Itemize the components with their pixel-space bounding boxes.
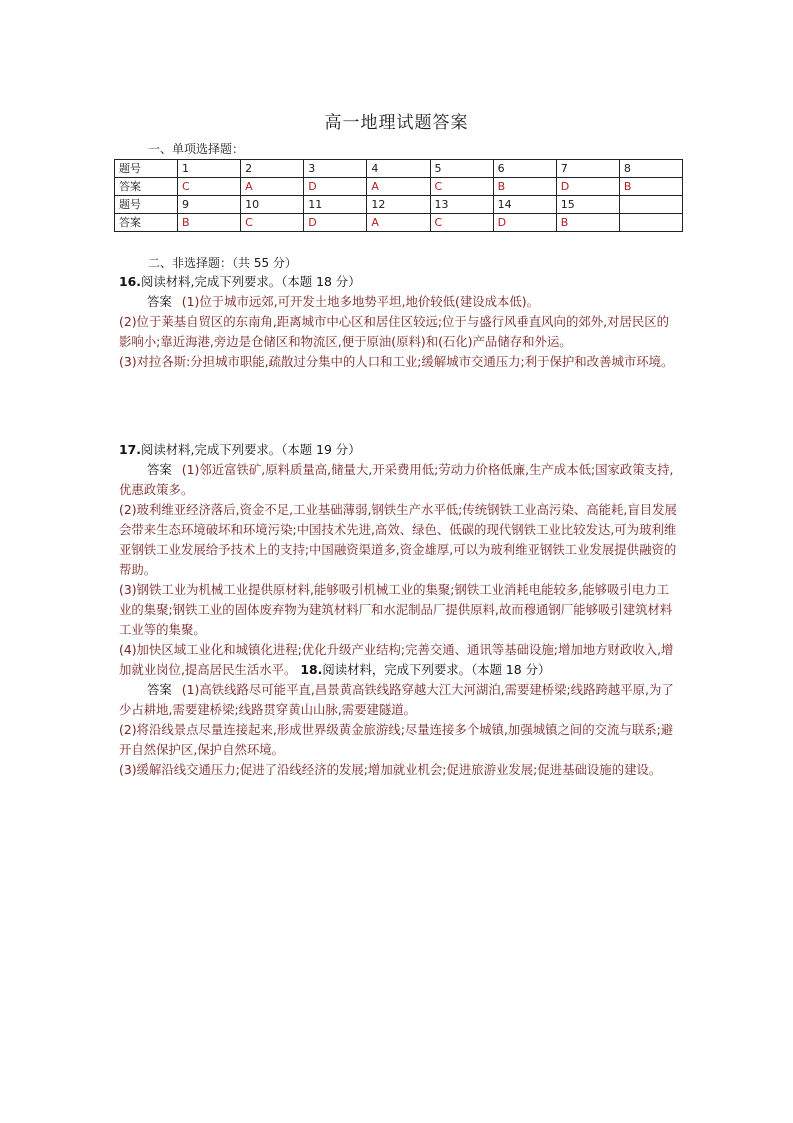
answer-cell: A — [367, 178, 430, 196]
answer-table — [114, 159, 683, 232]
question-17-answer-4 — [119, 640, 679, 680]
question-number-cell: 4 — [367, 160, 430, 178]
question-17-answer-3: (3)钢铁工业为机械工业提供原材料,能够吸引机械工业的集聚;钢铁工业消耗电能较多,能够吸引电力工业的集聚;钢铁工业的固体废弃物为建筑材料厂和水泥制品厂提供原料,故而穆通钢厂能够吸引建筑材料工业等的集聚。 — [119, 582, 673, 637]
question-16-answer-1 — [119, 292, 679, 312]
answer-cell: D — [304, 178, 367, 196]
section2-heading: 二、非选择题：（共 55 分） — [148, 256, 297, 270]
question-number-cell: 14 — [493, 196, 556, 214]
question-17-answer-2: (2)玻利维亚经济落后,资金不足,工业基础薄弱,钢铁生产水平低;传统钢铁工业高污染、高能耗,盲目发展会带来生态环境破坏和环境污染;中国技术先进,高效、绿色、低碳的现代钢铁工业比较发达,可为玻利维亚钢铁工业发展给予技术上的支持;中国融资渠道多,资金雄厚,可以为玻利维亚钢铁工业发展提供融资的帮助。 — [119, 502, 677, 577]
answer-cell: D — [493, 214, 556, 232]
answer-label: 答案 — [147, 294, 172, 309]
answer-cell: A — [241, 178, 304, 196]
question-17 — [119, 440, 679, 780]
answer-text: (1)高铁线路尽可能平直,昌景黄高铁线路穿越大江大河湖泊,需要建桥梁;线路跨越平原,为了少占耕地,需要建桥梁;线路贯穿黄山山脉,需要建隧道。 — [119, 682, 674, 717]
answer-cell: C — [430, 178, 493, 196]
question-18-heading — [300, 662, 550, 677]
question-18-number: 18. — [300, 662, 323, 677]
question-18-answer-3: (3)缓解沿线交通压力;促进了沿线经济的发展;增加就业机会;促进旅游业发展;促进基础设施的建设。 — [119, 762, 662, 777]
answer-cell: B — [493, 178, 556, 196]
question-17-number: 17. — [119, 442, 141, 457]
table-row-label: 题号 — [115, 160, 178, 178]
question-16-number: 16. — [119, 274, 141, 289]
question-number-cell: 7 — [556, 160, 619, 178]
answer-label: 答案 — [147, 682, 172, 697]
table-row — [115, 196, 683, 214]
question-number-cell: 13 — [430, 196, 493, 214]
answer-text: (4)加快区域工业化和城镇化进程;优化升级产业结构;完善交通、通讯等基础设施;增加地方财政收入,增加就业岗位,提高居民生活水平。 — [119, 642, 674, 677]
question-17-title: 阅读材料,完成下列要求。（本题 19 分） — [140, 442, 361, 457]
table-row-label: 题号 — [115, 196, 178, 214]
question-number-cell: 11 — [304, 196, 367, 214]
question-number-cell: 12 — [367, 196, 430, 214]
question-18-answer-2: (2)将沿线景点尽量连接起来,形成世界级黄金旅游线;尽量连接多个城镇,加强城镇之间的交流与联系;避开自然保护区,保护自然环境。 — [119, 722, 674, 757]
answer-cell: B — [556, 214, 619, 232]
question-number-cell: 1 — [178, 160, 241, 178]
question-16-title: 阅读材料,完成下列要求。（本题 18 分） — [140, 274, 361, 289]
answer-cell — [619, 214, 682, 232]
answer-label: 答案 — [147, 462, 172, 477]
table-row — [115, 214, 683, 232]
answer-cell: C — [178, 178, 241, 196]
answer-cell: C — [430, 214, 493, 232]
question-number-cell: 2 — [241, 160, 304, 178]
question-17-answer-1 — [119, 460, 679, 500]
question-17-heading — [119, 440, 679, 460]
table-row-label: 答案 — [115, 214, 178, 232]
answer-text: (1)位于城市远郊,可开发土地多地势平坦,地价较低(建设成本低)。 — [181, 294, 540, 309]
question-number-cell — [619, 196, 682, 214]
table-row-label: 答案 — [115, 178, 178, 196]
question-number-cell: 3 — [304, 160, 367, 178]
question-number-cell: 10 — [241, 196, 304, 214]
question-18-title: 阅读材料，完成下列要求。（本题 18 分） — [322, 662, 551, 677]
question-number-cell: 8 — [619, 160, 682, 178]
answer-cell: B — [178, 214, 241, 232]
question-number-cell: 15 — [556, 196, 619, 214]
answer-text: (1)邻近富铁矿,原料质量高,储量大,开采费用低;劳动力价格低廉,生产成本低;国家政策支持,优惠政策多。 — [119, 462, 674, 497]
answer-cell: D — [556, 178, 619, 196]
question-16-heading — [119, 272, 679, 292]
question-number-cell: 5 — [430, 160, 493, 178]
question-16-answer-2: (2)位于莱基自贸区的东南角,距离城市中心区和居住区较远;位于与盛行风垂直风向的郊外,对居民区的影响小;靠近海港,旁边是仓储区和物流区,便于原油(原料)和(石化)产品储存和外运。 — [119, 314, 670, 349]
answer-cell: C — [241, 214, 304, 232]
question-number-cell: 6 — [493, 160, 556, 178]
answer-cell: D — [304, 214, 367, 232]
question-number-cell: 9 — [178, 196, 241, 214]
table-row — [115, 178, 683, 196]
question-16-answer-3: (3)对拉各斯:分担城市职能,疏散过分集中的人口和工业;缓解城市交通压力;利于保护和改善城市环境。 — [119, 354, 674, 369]
answer-cell: A — [367, 214, 430, 232]
table-row — [115, 160, 683, 178]
question-16 — [119, 272, 679, 372]
page-title: 高一地理试题答案 — [324, 113, 469, 133]
answer-cell: B — [619, 178, 682, 196]
section1-heading: 一、单项选择题： — [148, 142, 245, 156]
question-18-answer-1 — [119, 680, 679, 720]
